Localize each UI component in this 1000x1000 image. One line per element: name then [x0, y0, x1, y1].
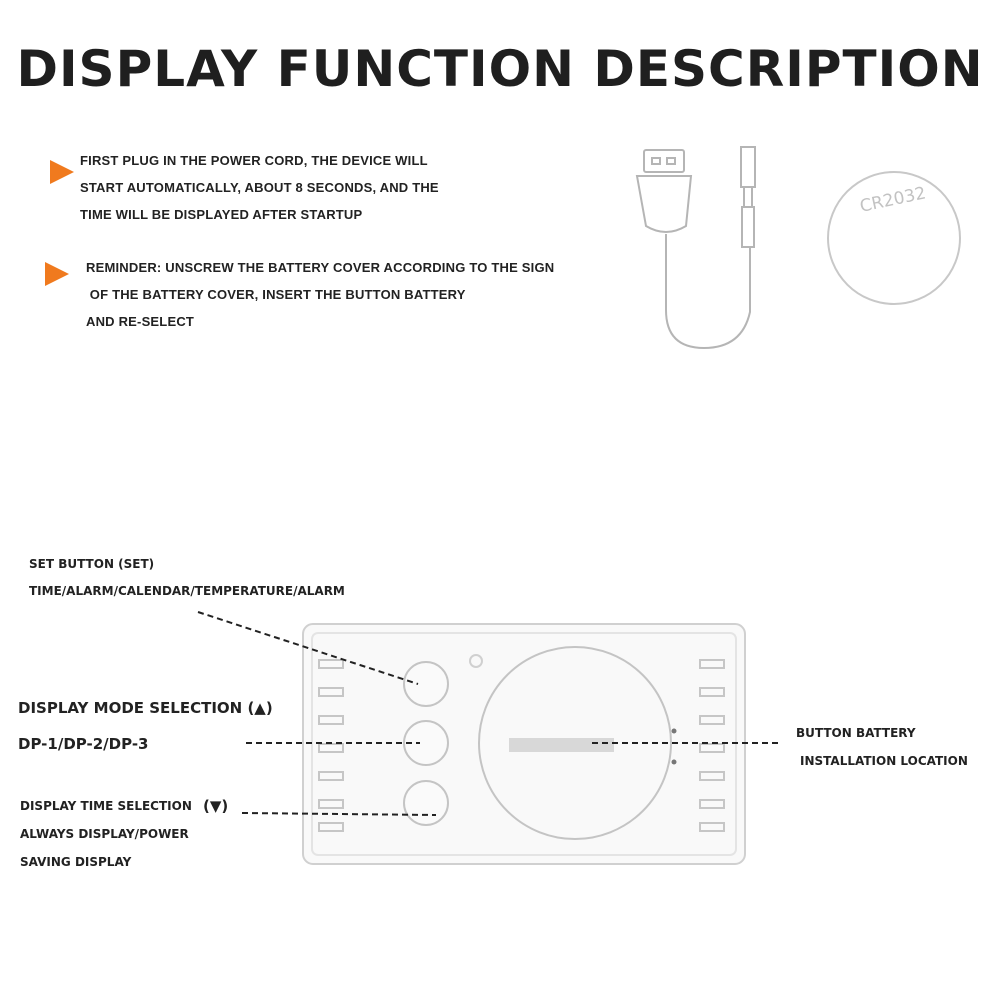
- label-battery-location-2: INSTALLATION LOCATION: [800, 754, 968, 768]
- mode-down-button: [404, 781, 448, 825]
- label-display-time-desc-2: SAVING DISPLAY: [20, 855, 132, 869]
- label-display-mode-title: DISPLAY MODE SELECTION (▲): [18, 699, 273, 717]
- battery-slot: [509, 738, 614, 752]
- label-display-time-symbol: (▼): [203, 797, 229, 815]
- note-reminder-line-1: REMINDER: UNSCREW THE BATTERY COVER ACCORDING TO THE SIGN: [86, 260, 555, 275]
- battery-label: CR2032: [858, 183, 928, 217]
- label-display-time-title: DISPLAY TIME SELECTION: [20, 799, 192, 813]
- label-set-button-desc: TIME/ALARM/CALENDAR/TEMPERATURE/ALARM: [29, 584, 345, 598]
- note-reminder-line-2: OF THE BATTERY COVER, INSERT THE BUTTON BATTERY: [86, 287, 466, 302]
- note-power-line-1: FIRST PLUG IN THE POWER CORD, THE DEVICE WILL: [80, 153, 428, 168]
- note-power-line-3: TIME WILL BE DISPLAYED AFTER STARTUP: [80, 207, 363, 222]
- label-display-time-desc-1: ALWAYS DISPLAY/POWER: [20, 827, 189, 841]
- coin-battery-icon: [828, 172, 960, 304]
- label-battery-location-1: BUTTON BATTERY: [796, 726, 916, 740]
- page-title: DISPLAY FUNCTION DESCRIPTION: [16, 40, 984, 98]
- usb-cable-icon: [637, 147, 755, 348]
- label-set-button-title: SET BUTTON (SET): [29, 557, 155, 571]
- set-button: [404, 662, 448, 706]
- label-display-mode-desc: DP-1/DP-2/DP-3: [18, 735, 149, 753]
- note-reminder-line-3: AND RE-SELECT: [86, 314, 195, 329]
- note-power-line-2: START AUTOMATICALLY, ABOUT 8 SECONDS, AND THE: [80, 180, 439, 195]
